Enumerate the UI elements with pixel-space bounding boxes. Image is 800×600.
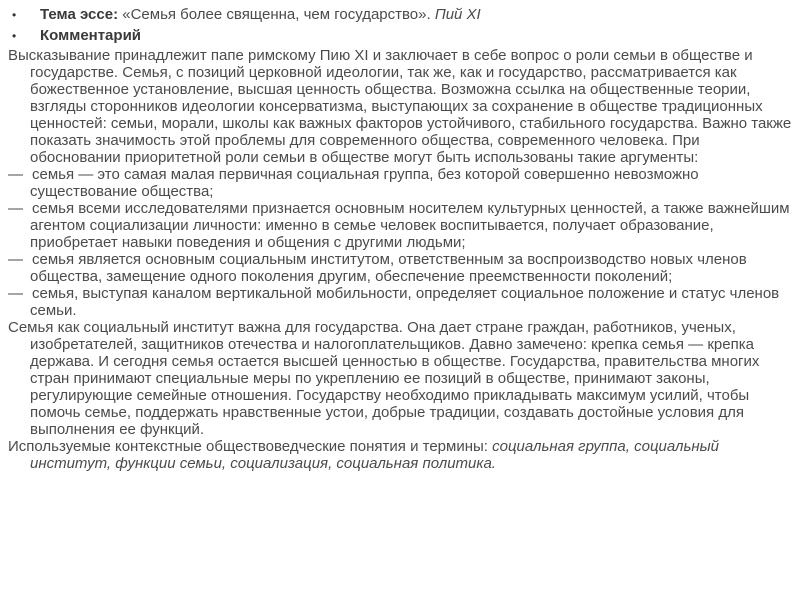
- argument-item: [8, 166, 792, 200]
- comment-bullet: [8, 26, 792, 47]
- argument-text: семья всеми исследователями признается основным носителем культурных ценностей, а также важнейшим агентом социализации личности: именно в семье человек воспитывается, получает образование, приобретает навыки поведения и общения с другими людьми;: [30, 200, 790, 251]
- argument-item: [8, 251, 792, 285]
- terms-list: социальная группа, социальный институт, функции семьи, социализация, социальная политика.: [30, 438, 720, 472]
- topic-bullet: [8, 5, 792, 26]
- dash-icon: —: [8, 200, 23, 217]
- topic-author: Пий XI: [434, 6, 481, 23]
- document-page: [8, 5, 792, 472]
- argument-item: [8, 285, 792, 319]
- dash-icon: —: [8, 285, 23, 302]
- dash-icon: —: [8, 166, 23, 183]
- argument-text: семья, выступая каналом вертикальной мобильности, определяет социальное положение и статус членов семьи.: [30, 285, 780, 319]
- intro-paragraph: Высказывание принадлежит папе римскому Пию XI и заключает в себе вопрос о роли семьи в обществе и государстве. Семья, с позиций церковной идеологии, так же, как и государство, рассматривается как божественное установление, высшая ценность общества. Возможна ссылка на общественные теории, взгляды сторонников идеологии консерватизма, выступающих за сохранение в обществе традиционных ценностей: семьи, морали, школы как важных факторов устойчивого, стабильного государства. Важно также показать значимость этой проблемы для современного общества, современного человека. При обосновании приоритетной роли семьи в обществе могут быть использованы такие аргументы:: [8, 47, 792, 166]
- dash-icon: —: [8, 251, 23, 268]
- terms-lead: Используемые контекстные обществоведческие понятия и термины:: [8, 438, 493, 455]
- comment-heading: Комментарий: [40, 27, 142, 44]
- institution-paragraph: Семья как социальный институт важна для государства. Она дает стране граждан, работников, ученых, изобретателей, защитников отечества и налогоплательщиков. Давно замечено: крепка семья — крепка держава. И сегодня семья остается высшей ценностью в обществе. Государства, правительства многих стран принимают специальные меры по укреплению ее позиций в обществе, принимают законы, регулирующие семейные отношения. Государству необходимо прикладывать максимум усилий, чтобы помочь семье, поддержать нравственные устои, добрые традиции, создавать достойные условия для выполнения ее функций.: [8, 319, 760, 438]
- topic-quote: «Семья более священна, чем государство».: [118, 6, 435, 23]
- argument-item: [8, 200, 792, 251]
- topic-label: Тема эссе:: [40, 6, 119, 23]
- terms-paragraph: [8, 438, 792, 472]
- argument-text: семья — это самая малая первичная социальная группа, без которой совершенно невозможно существование общества;: [30, 166, 699, 200]
- bullet-icon: •: [12, 8, 17, 22]
- bullet-icon: •: [12, 29, 17, 43]
- argument-text: семья является основным социальным институтом, ответственным за воспроизводство новых членов общества, замещение одного поколения другим, обеспечение преемственности поколений;: [30, 251, 747, 285]
